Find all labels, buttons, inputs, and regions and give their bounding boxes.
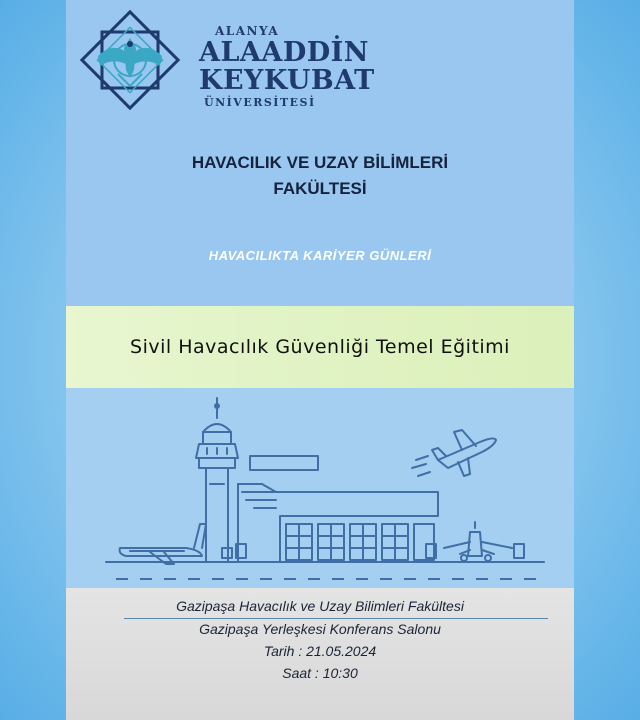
runway-markings [116,578,536,580]
university-emblem-icon [78,8,182,112]
faculty-name [66,150,574,202]
poster-header-area [66,0,574,306]
parked-airplane-icon-right [426,522,524,561]
terminal-building-icon [238,456,438,562]
event-series-title: HAVACILIKTA KARİYER GÜNLERİ [208,248,432,263]
organizer-text: Gazipaşa Havacılık ve Uzay Bilimleri Fakültesi [176,598,464,614]
logo-text-universitesi: ÜNİVERSİTESİ [204,96,316,109]
date-text: Tarih : 21.05.2024 [263,643,377,659]
airport-scene-illustration [66,388,574,588]
faculty-name-line1: HAVACILIK VE UZAY BİLİMLERİ [191,153,449,172]
logo-text-keykubat: KEYKUBAT [199,65,375,96]
event-title: Sivil Havacılık Güvenliği Temel Eğitimi [130,336,510,358]
time-text: Saat : 10:30 [282,665,358,681]
poster [66,0,574,720]
venue-text: Gazipaşa Yerleşkesi Konferans Salonu [199,621,441,637]
university-logo [78,8,378,118]
logo-text-alaaddin: ALAADDİN [199,37,369,68]
airport-line-art [66,388,574,588]
departing-airplane-icon [412,430,496,476]
event-title-banner [66,306,574,388]
details-divider [124,618,548,619]
event-details-panel [66,588,574,720]
faculty-name-line2: FAKÜLTESİ [273,179,367,198]
control-tower-icon [196,398,238,562]
logo-text-alanya: ALANYA [215,24,280,38]
